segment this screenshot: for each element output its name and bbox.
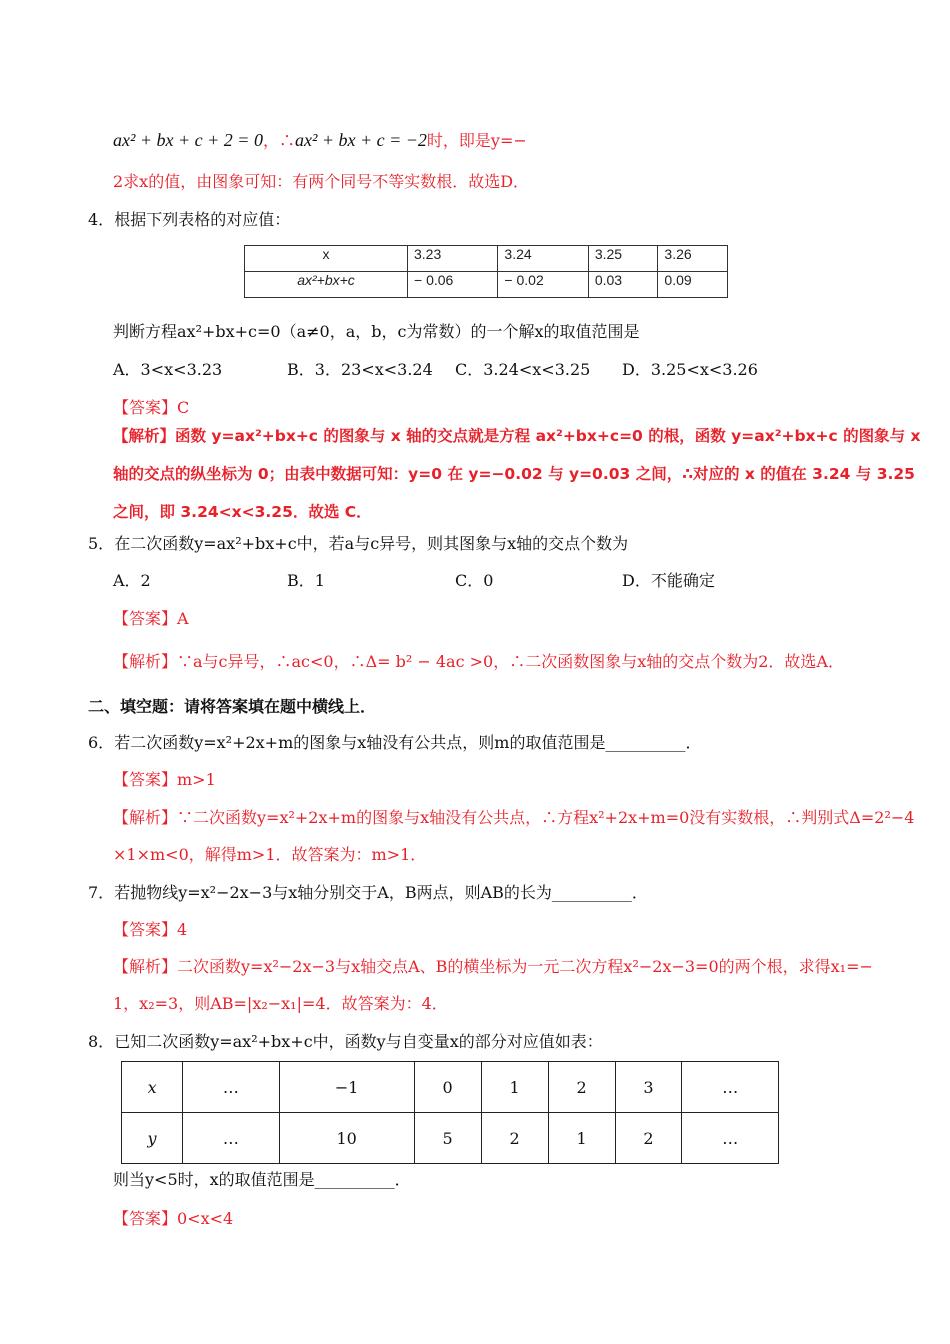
q3-tail: 时，即是y=−: [426, 131, 527, 150]
q6-answer: 【答案】m>1: [113, 770, 216, 789]
q4-analysis-line1: 【解析】函数 y=ax²+bx+c 的图象与 x 轴的交点就是方程 ax²+bx+c=0 的根，函数 y=ax²+bx+c 的图象与 x: [113, 427, 921, 445]
q7-analysis-line2: 1，x₂=3，则AB=|x₂−x₁|=4．故答案为：4．: [113, 994, 448, 1013]
q4-cell: − 0.02: [498, 272, 588, 298]
q6-analysis-line1: 【解析】∵二次函数y=x²+2x+m的图象与x轴没有公共点，∴方程x²+2x+m=0没有实数根，∴判别式Δ=2²−4: [113, 808, 915, 827]
q4-table: [244, 245, 728, 298]
q6-analysis-line2: ×1×m<0，解得m>1．故答案为：m>1．: [113, 845, 427, 864]
q3-sep: ，∴: [262, 131, 295, 150]
q7-analysis-line1: 【解析】二次函数y=x²−2x−3与x轴交点A、B的横坐标为一元二次方程x²−2x−3=0的两个根，求得x₁=−: [113, 957, 873, 976]
q4-cell: 3.23: [408, 246, 498, 272]
q7-stem: [88, 881, 648, 905]
q4-option-a: A．3<x<3.23: [113, 360, 223, 379]
q6-stem-text: 若二次函数y=x²+2x+m的图象与x轴没有公共点，则m的取值范围是__________．: [114, 733, 702, 752]
q5-stem: [88, 532, 628, 556]
q4-cell: 0.09: [658, 272, 728, 298]
q8-cell: x: [122, 1062, 183, 1113]
q6-number: 6．: [88, 733, 115, 752]
section-2-heading: 二、填空题：请将答案填在题中横线上．: [88, 697, 377, 716]
q4-cell: ax²+bx+c: [245, 272, 408, 298]
q5-analysis: 【解析】∵a与c异号，∴ac<0，∴Δ= b² − 4ac >0，∴二次函数图象与x轴的交点个数为2．故选A．: [113, 652, 844, 671]
q8-cell: 1: [548, 1113, 615, 1164]
q8-stem-text: 已知二次函数y=ax²+bx+c中，函数y与自变量x的部分对应值如表：: [114, 1032, 603, 1051]
q4-question: 判断方程ax²+bx+c=0（a≠0，a，b，c为常数）的一个解x的取值范围是: [113, 322, 640, 341]
q5-option-b: B．1: [287, 571, 325, 590]
q4-stem-text: 根据下列表格的对应值：: [114, 210, 291, 229]
q5-option-c: C．0: [455, 571, 494, 590]
q7-answer: 【答案】4: [113, 920, 188, 939]
q5-number: 5．: [88, 534, 115, 553]
q4-cell: 3.24: [498, 246, 588, 272]
q4-table-row-x: [245, 246, 728, 272]
q8-cell: 3: [615, 1062, 682, 1113]
q8-table-row-x: [122, 1062, 779, 1113]
q4-cell: − 0.06: [408, 272, 498, 298]
q6-stem: [88, 731, 701, 755]
q4-answer: 【答案】C: [113, 398, 190, 417]
q4-option-c: C．3.24<x<3.25: [455, 360, 591, 379]
q5-answer: 【答案】A: [113, 609, 189, 628]
q8-cell: 10: [279, 1113, 414, 1164]
q8-stem: [88, 1030, 603, 1054]
q4-option-b: B．3．23<x<3.24: [287, 360, 433, 379]
q4-number: 4．: [88, 210, 115, 229]
q4-table-row-value: [245, 272, 728, 298]
q3-analysis-line2: 2求x的值，由图象可知：有两个同号不等实数根．故选D．: [113, 172, 530, 191]
q8-cell: −1: [279, 1062, 414, 1113]
q3-formula1: ax² + bx + c + 2 = 0: [113, 130, 263, 150]
q4-analysis-line3: 之间，即 3.24<x<3.25．故选 C．: [113, 503, 372, 521]
q8-cell: …: [682, 1062, 779, 1113]
q4-cell: 3.25: [588, 246, 658, 272]
q8-table: [121, 1061, 779, 1164]
q4-stem: [88, 208, 290, 232]
q8-cell: 5: [414, 1113, 481, 1164]
q4-analysis-line2: 轴的交点的纵坐标为 0；由表中数据可知：y=0 在 y=−0.02 与 y=0.03 之间，∴对应的 x 的值在 3.24 与 3.25: [113, 465, 915, 483]
q8-table-row-y: [122, 1113, 779, 1164]
q8-question: 则当y<5时，x的取值范围是__________．: [113, 1170, 411, 1189]
q8-cell: …: [183, 1113, 279, 1164]
q8-cell: 2: [481, 1113, 548, 1164]
q4-cell: x: [245, 246, 408, 272]
q8-answer: 【答案】0<x<4: [113, 1209, 234, 1228]
q8-cell: y: [122, 1113, 183, 1164]
q8-cell: 2: [615, 1113, 682, 1164]
q5-option-a: A．2: [113, 571, 151, 590]
q5-option-d: D．不能确定: [622, 571, 715, 590]
q7-stem-text: 若抛物线y=x²−2x−3与x轴分别交于A，B两点，则AB的长为__________．: [114, 883, 648, 902]
q3-formula-line: [113, 128, 527, 153]
q8-cell: …: [183, 1062, 279, 1113]
q8-cell: 0: [414, 1062, 481, 1113]
q3-formula2: ax² + bx + c = −2: [294, 130, 427, 150]
q8-cell: 2: [548, 1062, 615, 1113]
q8-cell: 1: [481, 1062, 548, 1113]
q8-cell: …: [682, 1113, 779, 1164]
q7-number: 7．: [88, 883, 115, 902]
q8-number: 8．: [88, 1032, 115, 1051]
q4-cell: 3.26: [658, 246, 728, 272]
q4-option-d: D．3.25<x<3.26: [622, 360, 758, 379]
q4-cell: 0.03: [588, 272, 658, 298]
q5-stem-text: 在二次函数y=ax²+bx+c中，若a与c异号，则其图象与x轴的交点个数为: [114, 534, 629, 553]
